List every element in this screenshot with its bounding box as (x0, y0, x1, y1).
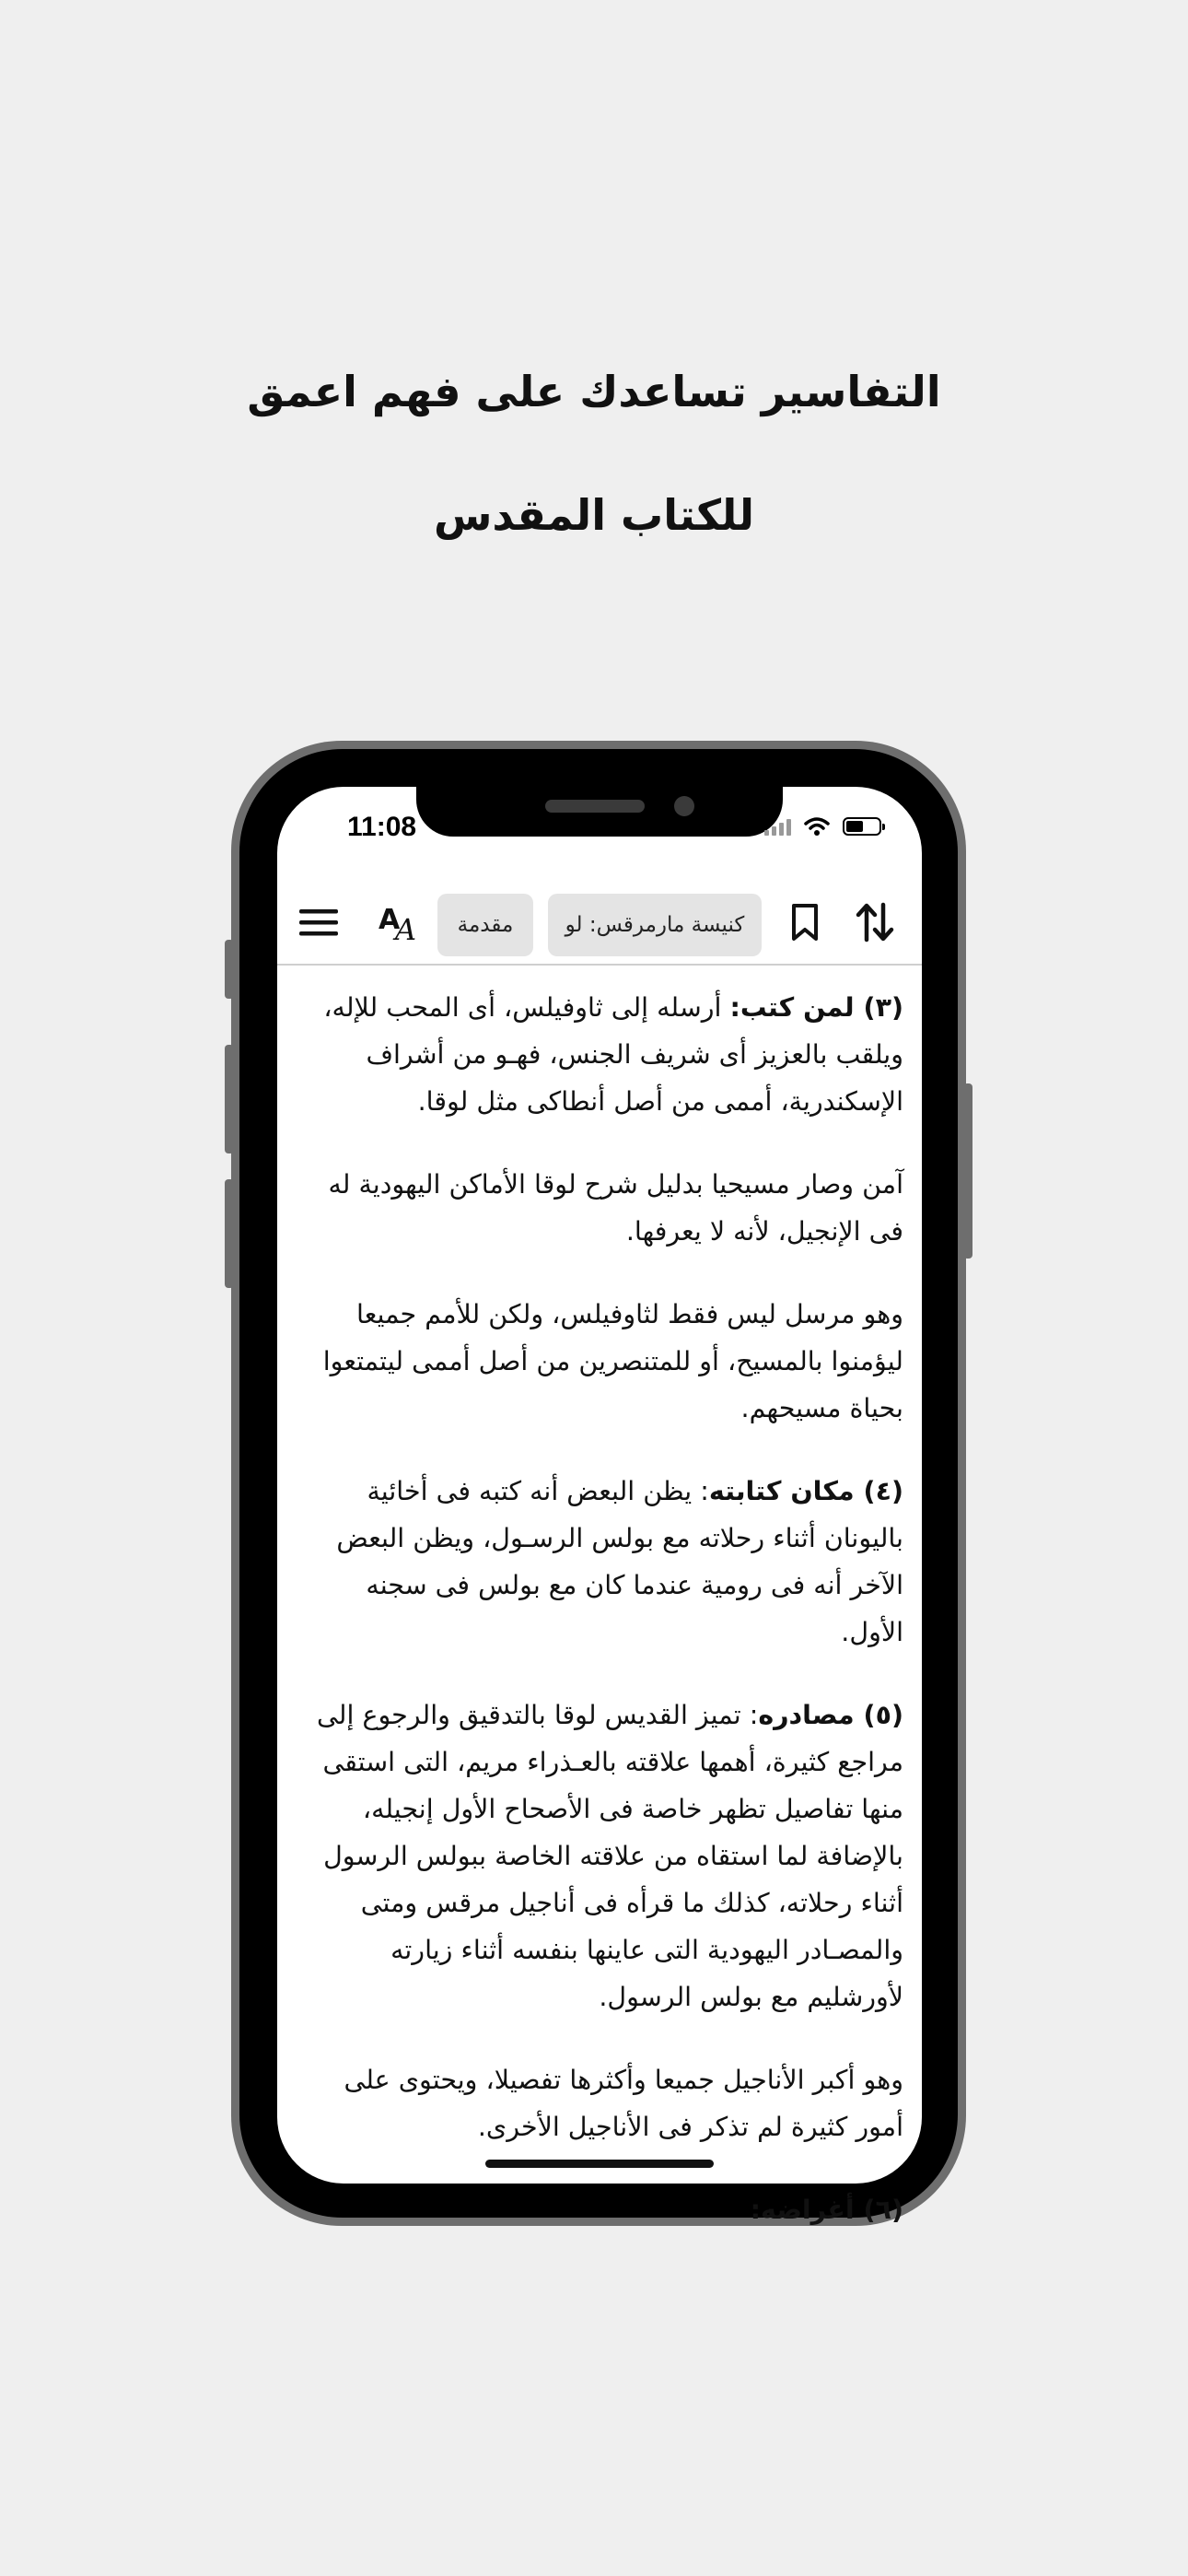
commentary-paragraph (305, 1291, 903, 1432)
paragraph-heading: (٥) مصادره (758, 1700, 903, 1730)
font-size-button[interactable] (375, 899, 421, 945)
wifi-icon (804, 816, 830, 837)
svg-text:A: A (379, 904, 401, 936)
sort-button[interactable] (852, 899, 898, 945)
commentary-paragraph (305, 1692, 903, 2020)
commentary-paragraph (305, 1161, 903, 1255)
status-icons (764, 816, 881, 837)
phone-notch (416, 787, 783, 837)
bookmark-icon (791, 903, 819, 942)
home-indicator[interactable] (485, 2160, 714, 2168)
status-time: 11:08 (347, 812, 417, 842)
menu-icon (299, 907, 338, 938)
promo-title-line-1: التفاسير تساعدك على فهم اعمق (247, 367, 941, 416)
paragraph-text: : يظن البعض أنه كتبه فى أخائية باليونان أثناء رحلاته مع بولس الرسـول، ويظن البعض الآخر أنه فى رومية عندما كان مع بولس فى سجنه الأول. (336, 1476, 903, 1647)
paragraph-text: : تميز القديس لوقا بالتدقيق والرجوع إلى مراجع كثيرة، أهمها علاقته بالعـذراء مريم، التى استقى منها تفاصيل تظهر خاصة فى الأصحاح الأول إنجيله، بالإضافة لما استقاه من علاقته الخاصة ببولس الرسول أثناء رحلاته، كذلك ما قرأه فى أناجيل مرقس ومتى والمصـادر اليهودية التى عاينها بنفسه أثناء زيارته لأورشليم مع بولس الرسول. (317, 1700, 903, 2012)
commentary-paragraph (305, 984, 903, 1125)
font-size-icon (377, 901, 419, 947)
front-camera (674, 796, 694, 816)
cellular-signal-icon (764, 817, 791, 836)
reader-toolbar (277, 883, 922, 966)
paragraph-heading: (٦) أغراضه: (750, 2195, 903, 2225)
sort-icon (855, 901, 895, 943)
church-source-button[interactable]: كنيسة مارمرقس: لو (548, 894, 762, 956)
commentary-content (305, 984, 903, 2269)
phone-screen (277, 787, 922, 2225)
commentary-paragraph (305, 2056, 903, 2150)
paragraph-heading: (٤) مكان كتابته (708, 1476, 903, 1506)
paragraph-text: أرسله إلى ثاوفيلس، أى المحب للإله، ويلقب بالعزيز أى شريف الجنس، فهـو من أشراف الإسكندرية، أممى من أصل أنطاكى مثل لوقا. (323, 992, 903, 1117)
paragraph-heading: (٣) لمن كتب: (729, 992, 903, 1023)
svg-text:A: A (395, 912, 417, 947)
paragraph-text: آمن وصار مسيحيا بدليل شرح لوقا الأماكن اليهودية له فى الإنجيل، لأنه لا يعرفها. (328, 1169, 903, 1247)
paragraph-text: وهو مرسل ليس فقط لثاوفيلس، ولكن للأمم جميعا ليؤمنوا بالمسيح، أو للمتنصرين من أصل أممى ليتمتعوا بحياة مسيحهم. (322, 1299, 903, 1423)
menu-button[interactable] (296, 899, 342, 945)
promo-title-line-2: للكتاب المقدس (433, 490, 755, 540)
commentary-paragraph (305, 1468, 903, 1656)
bookmark-button[interactable] (782, 899, 828, 945)
speaker-grille (545, 800, 645, 813)
intro-tab-button[interactable]: مقدمة (437, 894, 533, 956)
commentary-paragraph (305, 2186, 903, 2233)
paragraph-text: وهو أكبر الأناجيل جميعا وأكثرها تفصيلا، ويحتوى على أمور كثيرة لم تذكر فى الأناجيل الأخرى. (344, 2065, 903, 2142)
battery-icon (843, 817, 881, 836)
